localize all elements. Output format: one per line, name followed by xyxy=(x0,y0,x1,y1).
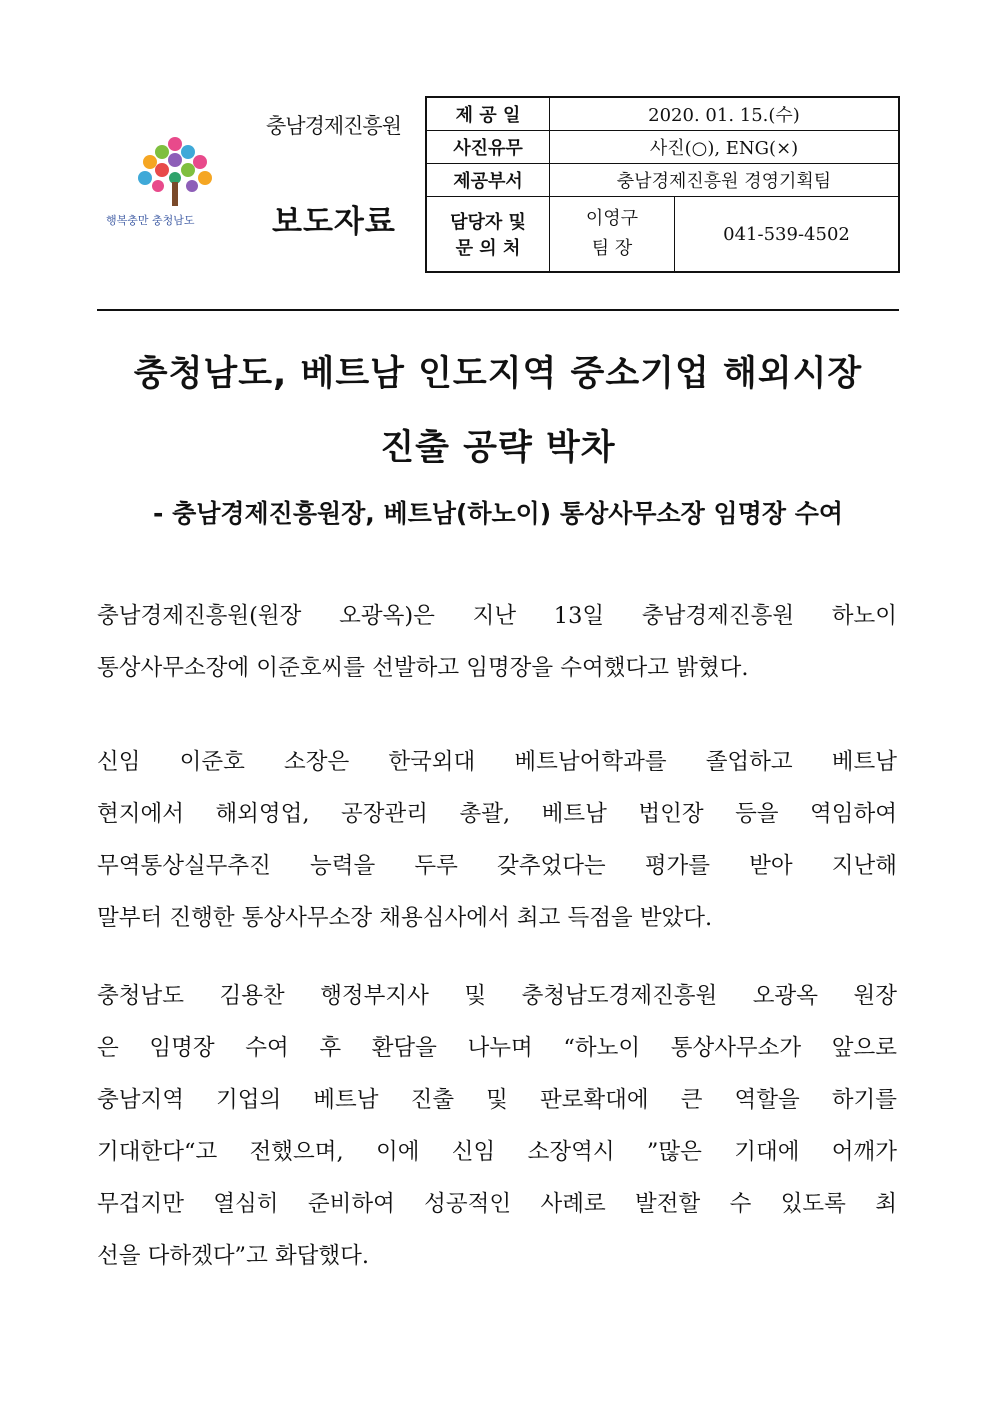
paragraph-line: 현지에서 해외영업, 공장관리 총괄, 베트남 법인장 등을 역임하여 xyxy=(97,801,897,827)
header-divider xyxy=(97,309,899,311)
headline-line1: 충청남도, 베트남 인도지역 중소기업 해외시장 xyxy=(133,354,863,394)
paragraph-line: 신임 이준호 소장은 한국외대 베트남어학과를 졸업하고 베트남 xyxy=(97,749,897,775)
doc-type: 보도자료 xyxy=(272,204,396,240)
headline-line2: 진출 공략 박차 xyxy=(380,428,616,468)
dept-label: 제공부서 xyxy=(426,164,550,197)
contact-name xyxy=(550,197,675,273)
contact-label-line1: 담당자 및 xyxy=(450,212,526,233)
paragraph-1 xyxy=(97,590,897,694)
paragraph-line: 충남경제진흥원(원장 오광옥)은 지난 13일 충남경제진흥원 하노이 xyxy=(97,603,897,629)
paragraph-line: 충청남도 김용찬 행정부지사 및 충청남도경제진흥원 오광옥 원장 xyxy=(97,983,897,1009)
paragraph-line: 기대한다“고 전했으며, 이에 신임 소장역시 ”많은 기대에 어깨가 xyxy=(97,1139,897,1165)
paragraph-line: 선을 다하겠다”고 화답했다. xyxy=(97,1243,370,1269)
org-name: 충남경제진흥원 xyxy=(266,114,402,138)
paragraph-line: 말부터 진행한 통상사무소장 채용심사에서 최고 득점을 받았다. xyxy=(97,905,713,931)
info-table xyxy=(425,96,900,273)
chungnam-logo xyxy=(100,130,250,240)
photo-label: 사진유무 xyxy=(426,131,550,164)
paragraph-line: 무겁지만 열심히 준비하여 성공적인 사례로 발전할 수 있도록 최 xyxy=(97,1191,897,1217)
logo-wordmark: 행복충만 충청남도 xyxy=(106,214,195,227)
date-value: 2020. 01. 15.(수) xyxy=(550,97,900,131)
dept-value: 충남경제진흥원 경영기획팀 xyxy=(550,164,900,197)
subheadline: - 충남경제진흥원장, 베트남(하노이) 통상사무소장 임명장 수여 xyxy=(153,499,843,528)
paragraph-3 xyxy=(97,970,897,1282)
paragraph-line: 충남지역 기업의 베트남 진출 및 판로확대에 큰 역할을 하기를 xyxy=(97,1087,897,1113)
date-label: 제 공 일 xyxy=(426,97,550,131)
paragraph-line: 무역통상실무추진 능력을 두루 갖추었다는 평가를 받아 지난해 xyxy=(97,853,897,879)
paragraph-line: 은 임명장 수여 후 환담을 나누며 “하노이 통상사무소가 앞으로 xyxy=(97,1035,897,1061)
contact-label xyxy=(426,197,550,273)
contact-name-line1: 이영구 xyxy=(585,208,639,229)
paragraph-2 xyxy=(97,736,897,944)
paragraph-line: 통상사무소장에 이준호씨를 선발하고 임명장을 수여했다고 밝혔다. xyxy=(97,655,749,681)
contact-label-line2: 문 의 처 xyxy=(455,238,521,259)
tree-logo-icon xyxy=(100,130,250,240)
photo-value: 사진(○), ENG(×) xyxy=(550,131,900,164)
contact-name-line2: 팀 장 xyxy=(591,238,633,259)
contact-phone: 041-539-4502 xyxy=(675,197,900,273)
